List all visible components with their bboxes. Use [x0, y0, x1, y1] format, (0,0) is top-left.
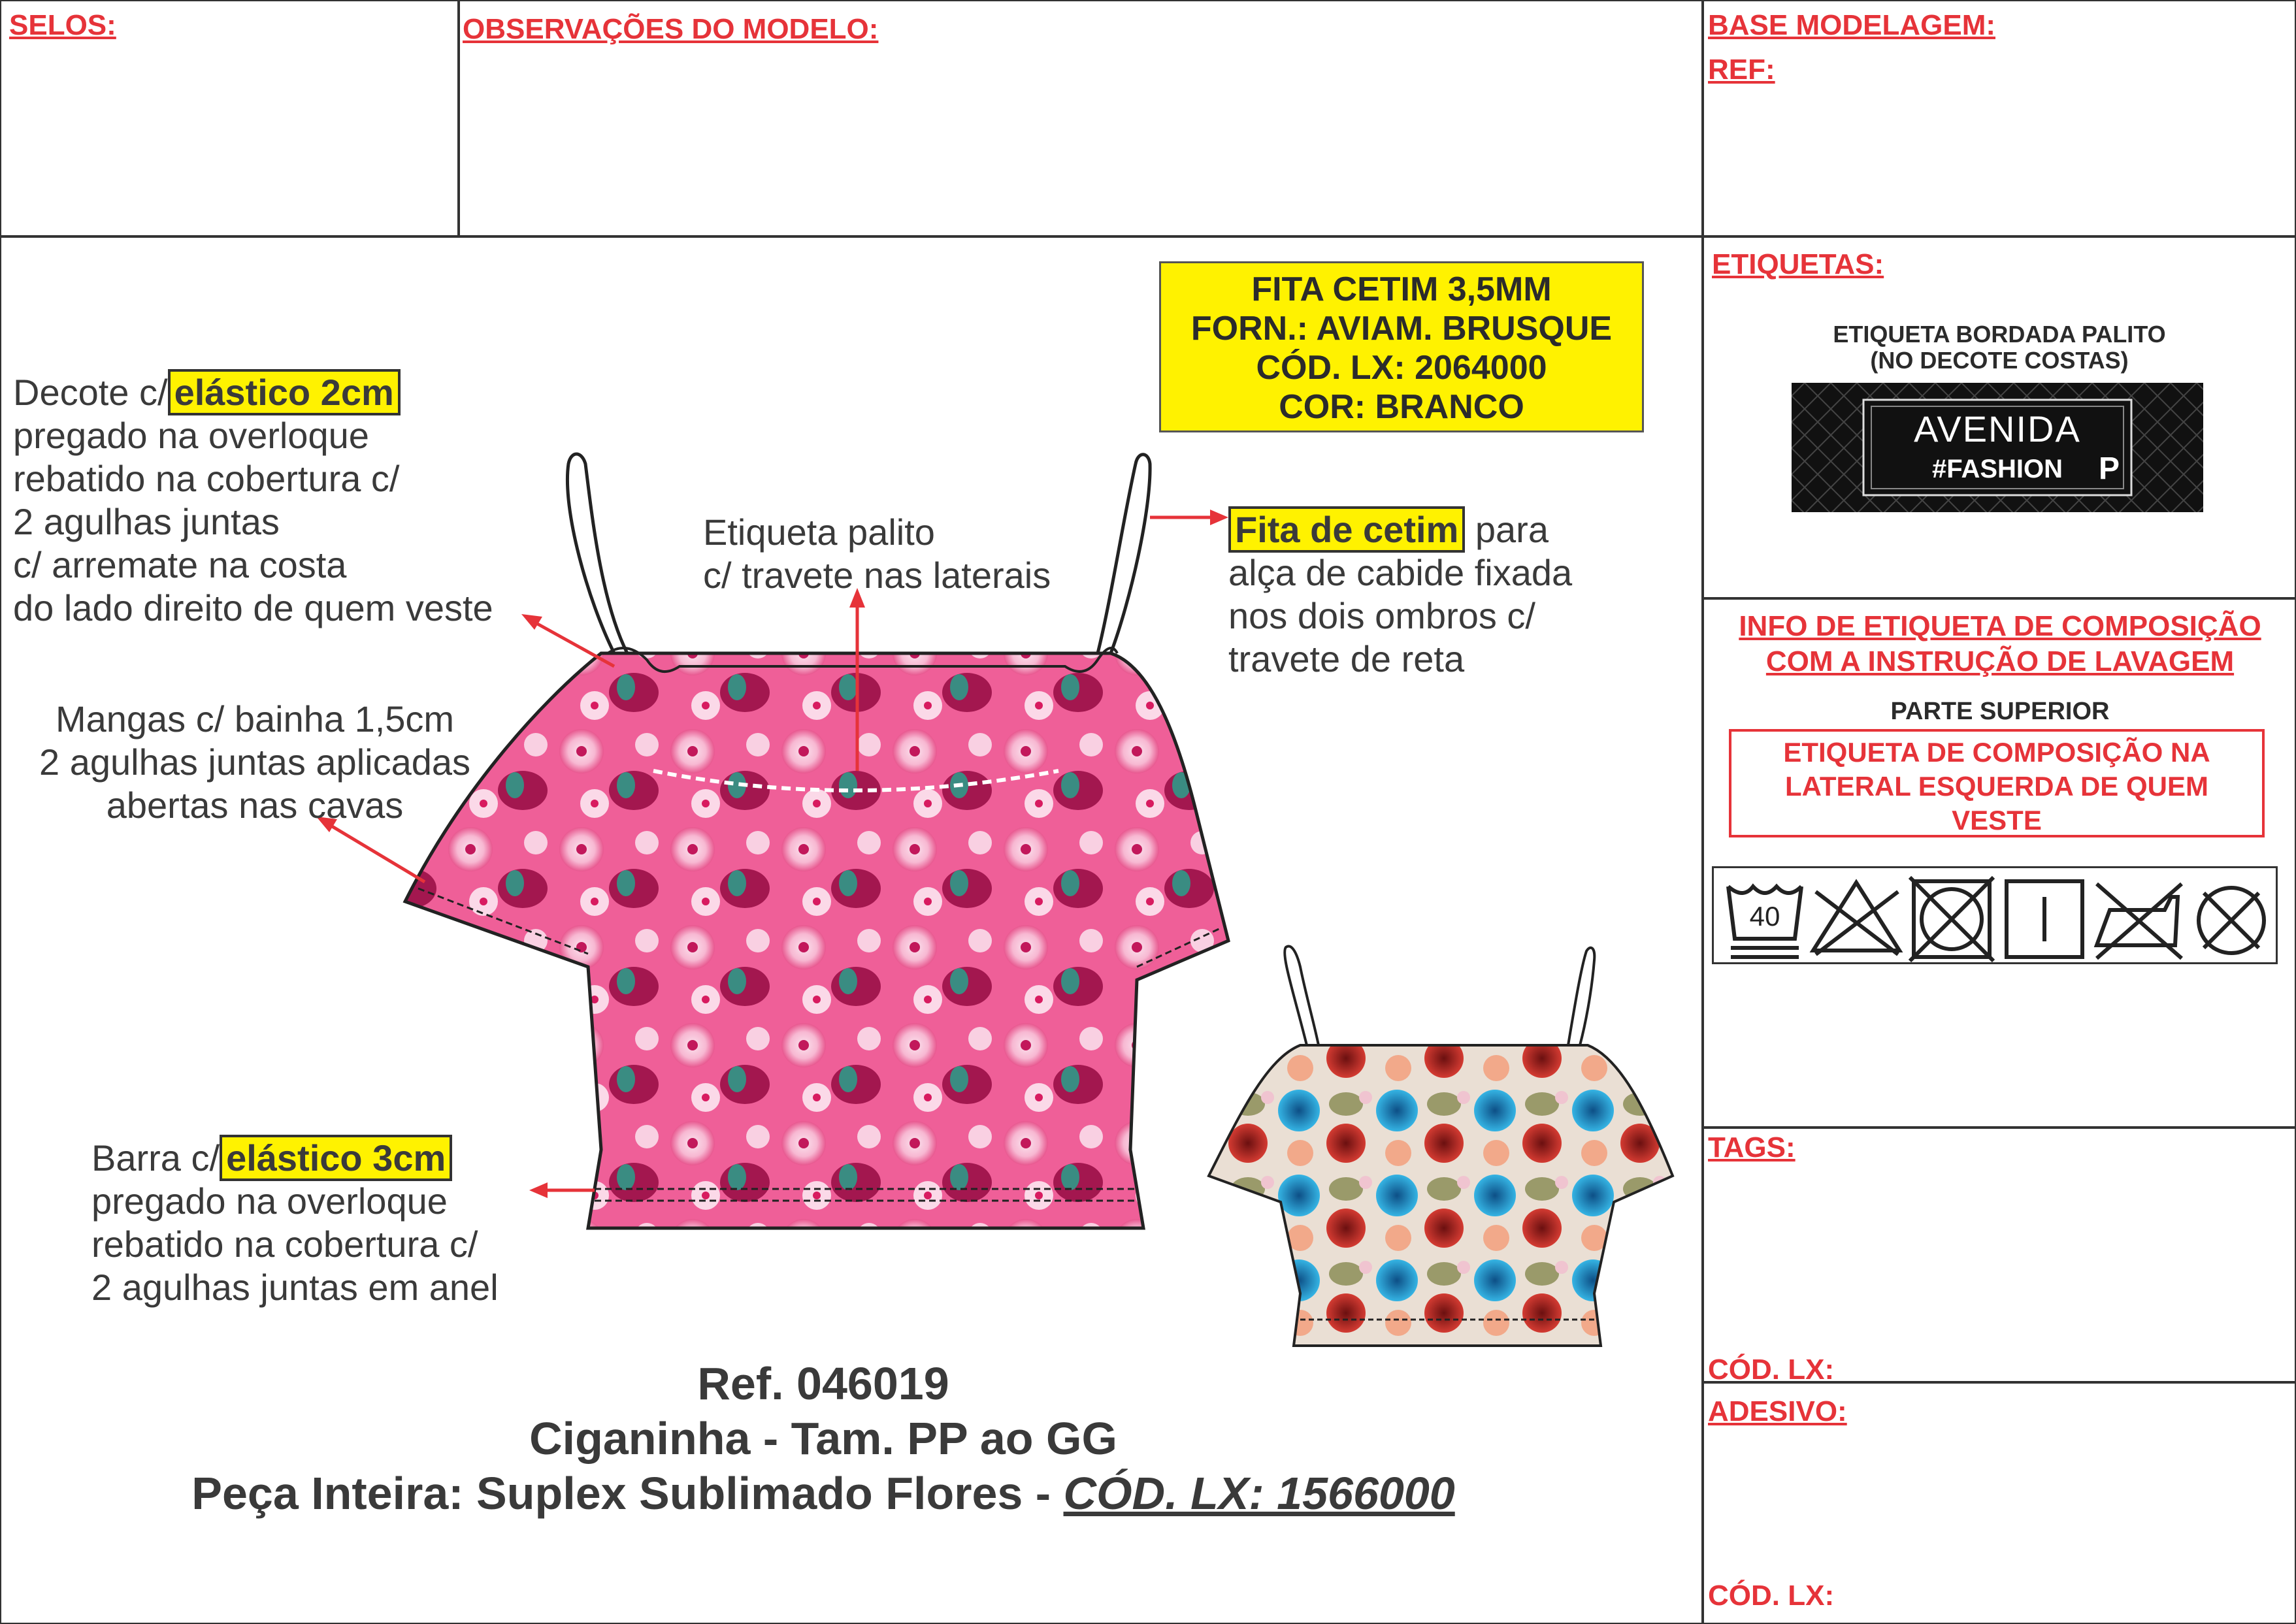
small-garment — [1209, 946, 1673, 1346]
adesivo-label: ADESIVO: — [1708, 1395, 1847, 1427]
divider-info — [1703, 597, 2296, 600]
main-strap-right — [1098, 455, 1150, 653]
note-fita — [1228, 508, 1572, 681]
note-decote — [13, 371, 493, 630]
brand-label-image — [1792, 383, 2203, 512]
fita-line4: travete de reta — [1228, 638, 1465, 679]
comp-line3: VESTE — [1952, 805, 2042, 836]
fita-highlight: Fita de cetim — [1228, 506, 1465, 553]
small-strap-right — [1568, 948, 1594, 1045]
barra-line2: pregado na overloque — [91, 1180, 448, 1222]
composicao-box — [1729, 729, 2265, 837]
divider-selos — [457, 0, 460, 236]
no-bleach-icon — [1813, 883, 1899, 954]
ybox-line4: COR: BRANCO — [1279, 388, 1524, 426]
etiqueta-line2: c/ travete nas laterais — [703, 555, 1051, 596]
barra-highlight: elástico 3cm — [220, 1135, 452, 1181]
brand-name: AVENIDA — [1914, 408, 2081, 449]
info-line1: INFO DE ETIQUETA DE COMPOSIÇÃO — [1739, 610, 2261, 642]
decote-line5: c/ arremate na costa — [13, 544, 347, 585]
info-line2: COM A INSTRUÇÃO DE LAVAGEM — [1765, 645, 2235, 677]
fita-suffix: para — [1475, 509, 1549, 550]
comp-line1: ETIQUETA DE COMPOSIÇÃO NA — [1783, 737, 2210, 768]
barra-line3: rebatido na cobertura c/ — [91, 1224, 478, 1265]
no-dry-clean-icon — [2199, 888, 2264, 953]
arrow-barra-head — [529, 1182, 548, 1198]
selos-label: SELOS: — [9, 9, 116, 41]
note-barra — [91, 1137, 499, 1309]
decote-line4: 2 agulhas juntas — [13, 501, 280, 542]
fita-line3: nos dois ombros c/ — [1228, 595, 1535, 636]
observacoes-label: OBSERVAÇÕES DO MODELO: — [463, 13, 879, 45]
line-dry-icon — [2007, 881, 2082, 957]
care-symbols — [1714, 868, 2280, 966]
barra-line4: 2 agulhas juntas em anel — [91, 1267, 499, 1308]
small-strap-left — [1285, 946, 1319, 1045]
arrow-mangas — [327, 823, 425, 882]
tags-label: TAGS: — [1708, 1131, 1796, 1163]
decote-line3: rebatido na cobertura c/ — [13, 458, 400, 499]
ybox-line1: FITA CETIM 3,5MM — [1251, 270, 1552, 308]
mangas-line2: 2 agulhas juntas aplicadas — [39, 741, 471, 783]
main-garment-body — [405, 653, 1228, 1228]
brand-size: P — [2099, 451, 2120, 486]
parte-superior-label: PARTE SUPERIOR — [1890, 698, 2110, 725]
info-composicao-title — [1709, 609, 2291, 679]
divider-tags — [1703, 1126, 2296, 1129]
decote-prefix: Decote c/ — [13, 372, 168, 413]
mangas-line3: abertas nas cavas — [106, 785, 404, 826]
arrow-fita-head — [1210, 510, 1228, 525]
brand-tagline: #FASHION — [1931, 455, 2063, 483]
decote-line2: pregado na overloque — [13, 415, 369, 456]
arrow-decote-head — [521, 614, 542, 630]
note-etiqueta — [703, 511, 1051, 597]
base-modelagem-label: BASE MODELAGEM: — [1708, 9, 1995, 41]
ybox-line2: FORN.: AVIAM. BRUSQUE — [1190, 310, 1613, 348]
barra-prefix: Barra c/ — [91, 1137, 220, 1178]
etiquetas-label: ETIQUETAS: — [1712, 248, 1884, 280]
product-name: Ciganinha - Tam. PP ao GG — [529, 1413, 1117, 1464]
cod-lx-adesivo-label: CÓD. LX: — [1708, 1580, 1835, 1612]
decote-line6: do lado direito de quem veste — [13, 587, 493, 628]
no-tumble-dry-icon — [1910, 877, 1993, 961]
decote-highlight: elástico 2cm — [168, 369, 401, 415]
material-prefix: Peça Inteira: Suplex Sublimado Flores - — [191, 1468, 1064, 1519]
note-mangas — [13, 698, 497, 827]
product-ref: Ref. 046019 — [697, 1358, 949, 1409]
etiqueta-line1: Etiqueta palito — [703, 512, 935, 553]
etiqueta-desc-line2: (NO DECOTE COSTAS) — [1870, 347, 2129, 374]
fita-line2: alça de cabide fixada — [1228, 552, 1573, 593]
ref-label: REF: — [1708, 54, 1775, 86]
no-iron-icon — [2097, 884, 2182, 958]
etiqueta-desc-line1: ETIQUETA BORDADA PALITO — [1833, 321, 2166, 348]
etiqueta-description — [1712, 321, 2287, 374]
comp-line2: LATERAL ESQUERDA DE QUEM — [1785, 771, 2208, 802]
mangas-line1: Mangas c/ bainha 1,5cm — [55, 698, 455, 739]
main-strap-left — [567, 454, 627, 653]
wash-temp: 40 — [1749, 901, 1780, 932]
ybox-line3: CÓD. LX: 2064000 — [1256, 349, 1547, 387]
cod-lx-tags-label: CÓD. LX: — [1708, 1354, 1835, 1386]
material-code: CÓD. LX: 1566000 — [1063, 1468, 1455, 1519]
product-material — [0, 1467, 1647, 1519]
small-garment-body — [1209, 1045, 1673, 1346]
care-symbols-box — [1712, 866, 2278, 964]
